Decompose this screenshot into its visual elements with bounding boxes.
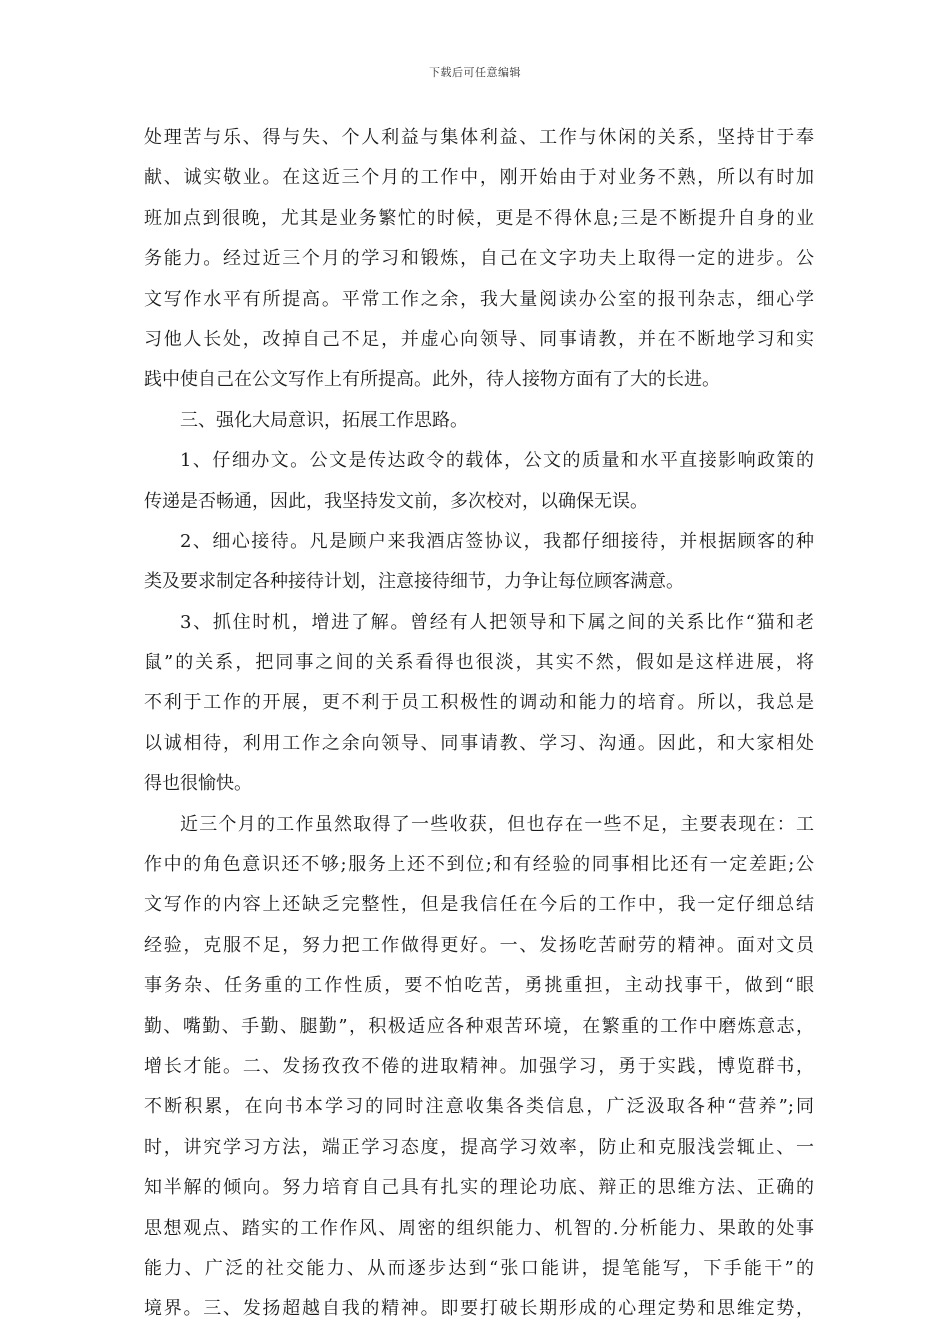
text-line: 鼠”的关系，把同事之间的关系看得也很淡，其实不然，假如是这样进展，将 [144, 652, 814, 674]
text-line: 知半解的倾向。努力培育自己具有扎实的理论功底、辩正的思维方法、正确的 [144, 1177, 814, 1199]
text-line: 不利于工作的开展，更不利于员工积极性的调动和能力的培育。所以，我总是 [144, 692, 814, 714]
text-line: 不断积累，在向书本学习的同时注意收集各类信息，广泛汲取各种“营养”;同 [144, 1096, 814, 1118]
text-line: 作中的角色意识还不够;服务上还不到位;和有经验的同事相比还有一定差距;公 [144, 854, 814, 876]
text-line: 践中使自己在公文写作上有所提高。此外，待人接物方面有了大的长进。 [144, 369, 720, 391]
text-line: 以诚相待，利用工作之余向领导、同事请教、学习、沟通。因此，和大家相处 [144, 732, 814, 754]
text-line: 文写作的内容上还缺乏完整性，但是我信任在今后的工作中，我一定仔细总结 [144, 894, 814, 916]
paragraph [144, 522, 814, 603]
text-line: 经验，克服不足，努力把工作做得更好。一、发扬吃苦耐劳的精神。面对文员 [144, 934, 814, 956]
text-line: 得也很愉快。 [144, 773, 252, 795]
text-line: 2、细心接待。凡是顾户来我酒店签协议，我都仔细接待，并根据顾客的种 [180, 530, 814, 552]
text-line: 务能力。经过近三个月的学习和锻炼，自己在文字功夫上取得一定的进步。公 [144, 248, 814, 270]
text-line: 能力、广泛的社交能力、从而逐步达到“张口能讲，提笔能写，下手能干”的 [144, 1257, 814, 1279]
text-line: 献、诚实敬业。在这近三个月的工作中，刚开始由于对业务不熟，所以有时加 [144, 167, 814, 189]
paragraph [144, 118, 814, 401]
text-line: 习他人长处，改掉自己不足，并虚心向领导、同事请教，并在不断地学习和实 [144, 328, 814, 350]
text-line: 班加点到很晚，尤其是业务繁忙的时候，更是不得休息;三是不断提升自身的业 [144, 207, 814, 229]
text-line: 三、强化大局意识，拓展工作思路。 [180, 409, 468, 431]
text-line: 文写作水平有所提高。平常工作之余，我大量阅读办公室的报刊杂志，细心学 [144, 288, 814, 310]
section-heading [144, 401, 814, 441]
text-line: 事务杂、任务重的工作性质，要不怕吃苦，勇挑重担，主动找事干，做到“眼 [144, 975, 814, 997]
text-line: 1、仔细办文。公文是传达政令的载体，公文的质量和水平直接影响政策的 [180, 450, 814, 472]
page-header: 下载后可任意编辑 [429, 66, 521, 79]
text-line: 境界。三、发扬超越自我的精神。即要打破长期形成的心理定势和思维定势， [144, 1298, 814, 1320]
paragraph [144, 805, 814, 1330]
document-body [144, 118, 814, 1330]
text-line: 3、抓住时机，增进了解。曾经有人把领导和下属之间的关系比作“猫和老 [180, 611, 814, 633]
text-line: 思想观点、踏实的工作作风、周密的组织能力、机智的.分析能力、果敢的处事 [144, 1217, 814, 1239]
text-line: 处理苦与乐、得与失、个人利益与集体利益、工作与休闲的关系，坚持甘于奉 [144, 127, 814, 148]
text-line: 时，讲究学习方法，端正学习态度，提高学习效率，防止和克服浅尝辄止、一 [144, 1136, 814, 1158]
paragraph [144, 603, 814, 805]
text-line: 近三个月的工作虽然取得了一些收获，但也存在一些不足，主要表现在：工 [180, 813, 814, 835]
text-line: 类及要求制定各种接待计划，注意接待细节，力争让每位顾客满意。 [144, 571, 684, 593]
text-line: 勤、嘴勤、手勤、腿勤”，积极适应各种艰苦环境，在繁重的工作中磨炼意志， [144, 1015, 814, 1037]
text-line: 增长才能。二、发扬孜孜不倦的进取精神。加强学习，勇于实践，博览群书， [144, 1055, 814, 1077]
text-line: 传递是否畅通，因此，我坚持发文前，多次校对，以确保无误。 [144, 490, 648, 512]
paragraph [144, 441, 814, 522]
